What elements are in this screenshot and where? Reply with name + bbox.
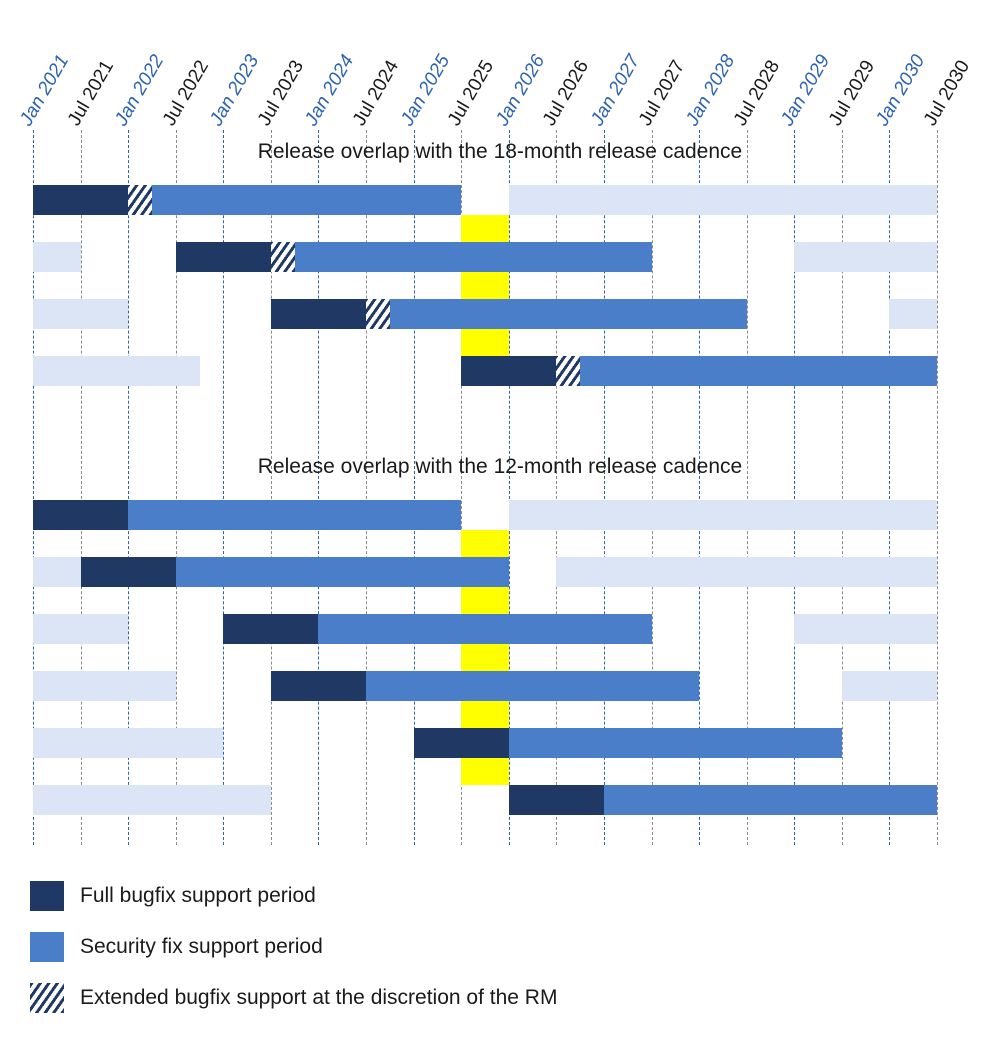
segment-pale-release-12m-2-4 — [556, 557, 937, 587]
x-axis-tick-jul-2026: Jul 2026 — [539, 56, 594, 130]
plot-area — [0, 130, 1000, 845]
x-axis-tick-jan-2022: Jan 2022 — [111, 51, 169, 130]
section-title-2: Release overlap with the 12-month release cadence — [257, 455, 743, 478]
bar-release-12m-4 — [0, 671, 1000, 701]
bar-release-12m-3 — [0, 614, 1000, 644]
x-axis-tick-jan-2029: Jan 2029 — [777, 51, 835, 130]
now-marker-7 — [461, 701, 509, 728]
segment-pale-release-18m-4-1 — [33, 356, 200, 386]
x-axis-tick-labels — [0, 0, 1000, 130]
x-axis-tick-jul-2027: Jul 2027 — [634, 56, 689, 130]
x-axis-tick-jan-2027: Jan 2027 — [586, 51, 645, 130]
segment-pale-release-12m-5-1 — [33, 728, 223, 758]
x-axis-tick-jul-2029: Jul 2029 — [824, 56, 879, 130]
now-marker-2 — [461, 272, 509, 299]
x-axis-tick-jan-2023: Jan 2023 — [206, 51, 264, 130]
legend-label-1: Full bugfix support period — [80, 884, 316, 907]
segment-pale-release-18m-3-5 — [889, 299, 937, 329]
x-axis-tick-jan-2028: Jan 2028 — [682, 51, 740, 130]
segment-full-release-12m-2-2 — [81, 557, 176, 587]
legend — [30, 880, 970, 1033]
segment-full-release-12m-4-2 — [271, 671, 366, 701]
legend-item-3 — [30, 982, 970, 1014]
segment-full-release-12m-6-2 — [509, 785, 604, 815]
segment-security-release-12m-2-3 — [176, 557, 509, 587]
x-axis-tick-jul-2025: Jul 2025 — [444, 56, 499, 130]
bar-release-18m-3 — [0, 299, 1000, 329]
segment-full-release-18m-3-2 — [271, 299, 366, 329]
now-marker-5 — [461, 587, 509, 614]
segment-security-release-18m-4-4 — [580, 356, 937, 386]
segment-pale-release-18m-2-5 — [794, 242, 937, 272]
segment-pale-release-18m-3-1 — [33, 299, 128, 329]
now-marker-4 — [461, 530, 509, 557]
bar-release-18m-2 — [0, 242, 1000, 272]
section-title-1: Release overlap with the 18-month release cadence — [257, 140, 743, 163]
segment-hatch-release-18m-3-3 — [366, 299, 390, 329]
segment-full-release-18m-1-1 — [33, 185, 128, 215]
x-axis-tick-jul-2024: Jul 2024 — [348, 56, 404, 130]
segment-full-release-12m-5-2 — [414, 728, 509, 758]
bar-release-18m-1 — [0, 185, 1000, 215]
bar-release-12m-1 — [0, 500, 1000, 530]
x-axis-tick-jul-2021: Jul 2021 — [63, 56, 118, 130]
segment-security-release-12m-1-2 — [128, 500, 461, 530]
legend-label-2: Security fix support period — [80, 935, 323, 958]
segment-security-release-18m-1-3 — [152, 185, 461, 215]
x-axis-tick-jan-2025: Jan 2025 — [396, 51, 454, 130]
segment-pale-release-12m-1-3 — [509, 500, 937, 530]
x-axis-tick-jan-2021: Jan 2021 — [15, 51, 74, 130]
segment-hatch-release-18m-4-3 — [556, 356, 580, 386]
x-axis-tick-jan-2024: Jan 2024 — [301, 51, 359, 130]
legend-label-3: Extended bugfix support at the discretion of the RM — [80, 986, 558, 1009]
segment-pale-release-12m-3-1 — [33, 614, 128, 644]
bar-release-12m-6 — [0, 785, 1000, 815]
x-axis-tick-jan-2030: Jan 2030 — [872, 51, 930, 130]
segment-security-release-18m-2-4 — [295, 242, 652, 272]
legend-item-1 — [30, 880, 970, 912]
segment-pale-release-12m-4-1 — [33, 671, 176, 701]
legend-swatch-full — [30, 881, 64, 911]
segment-pale-release-18m-1-4 — [509, 185, 937, 215]
segment-security-release-12m-4-3 — [366, 671, 699, 701]
segment-security-release-12m-5-3 — [509, 728, 842, 758]
now-marker-1 — [461, 215, 509, 242]
segment-pale-release-12m-2-1 — [33, 557, 81, 587]
legend-item-2 — [30, 931, 970, 963]
segment-security-release-18m-3-4 — [390, 299, 747, 329]
segment-hatch-release-18m-1-2 — [128, 185, 152, 215]
now-marker-3 — [461, 329, 509, 356]
segment-pale-release-18m-2-1 — [33, 242, 81, 272]
bar-release-18m-4 — [0, 356, 1000, 386]
segment-full-release-18m-2-2 — [176, 242, 271, 272]
x-axis-tick-jul-2028: Jul 2028 — [729, 56, 784, 130]
x-axis-tick-jan-2026: Jan 2026 — [491, 51, 550, 130]
now-marker-8 — [461, 758, 509, 785]
segment-pale-release-12m-6-1 — [33, 785, 271, 815]
segment-security-release-12m-6-3 — [604, 785, 937, 815]
bar-release-12m-5 — [0, 728, 1000, 758]
segment-full-release-18m-4-2 — [461, 356, 556, 386]
x-axis-tick-jul-2023: Jul 2023 — [253, 56, 308, 130]
segment-full-release-12m-3-2 — [223, 614, 318, 644]
x-axis-tick-jul-2022: Jul 2022 — [158, 56, 213, 130]
segment-hatch-release-18m-2-3 — [271, 242, 295, 272]
legend-swatch-security — [30, 932, 64, 962]
legend-swatch-hatch — [30, 983, 64, 1013]
x-axis-tick-jul-2030: Jul 2030 — [919, 56, 975, 130]
segment-security-release-12m-3-3 — [318, 614, 651, 644]
now-marker-6 — [461, 644, 509, 671]
segment-full-release-12m-1-1 — [33, 500, 128, 530]
segment-pale-release-12m-3-4 — [794, 614, 937, 644]
segment-pale-release-12m-4-4 — [842, 671, 937, 701]
bar-release-12m-2 — [0, 557, 1000, 587]
